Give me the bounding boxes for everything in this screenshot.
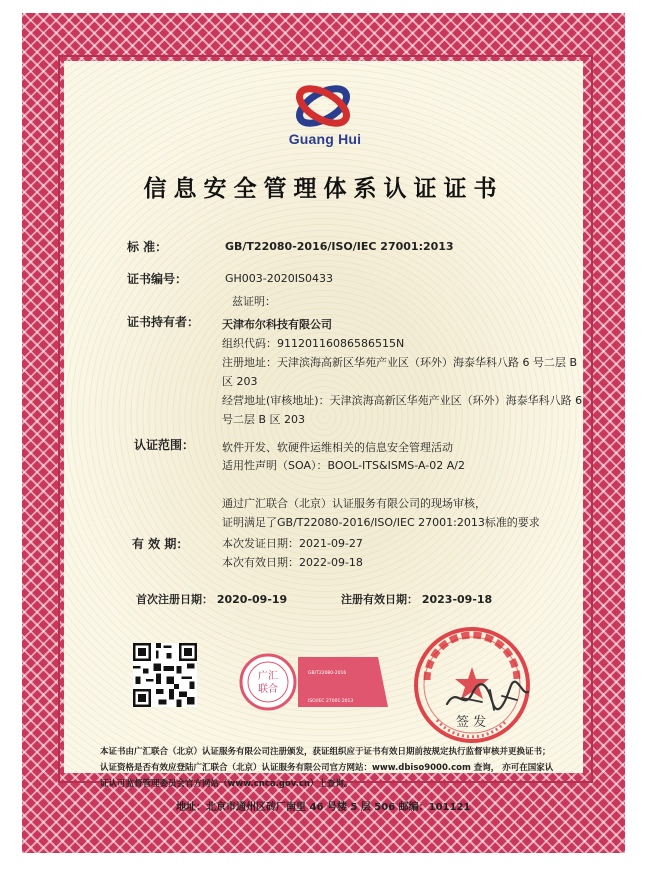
- certificate-notes: [100, 744, 560, 792]
- statement-line2: 证明满足了GB/T22080-2016/ISO/IEC 27001:2013标准的要求: [222, 516, 540, 529]
- holder-label: 证书持有者：: [127, 315, 200, 329]
- issue-date: 本次发证日期：2021-09-27: [222, 537, 363, 550]
- mark-text-top: 广汇: [258, 671, 278, 682]
- qr-code-icon: [133, 643, 197, 707]
- op-address-line1: 经营地址(审核地址)：天津滨海高新区华苑产业区（环外）海泰华科八路 6: [222, 394, 583, 407]
- note-line: 证认可监督管理委员会官方网站（www.cnca.gov.cn）上查询。: [100, 779, 353, 789]
- reg-address-line1: 注册地址：天津滨海高新区华苑产业区（环外）海泰华科八路 6 号二层 B: [222, 356, 578, 369]
- scope-line1: 软件开发、软硬件运维相关的信息安全管理活动: [222, 441, 453, 454]
- standard-label: 标 准：: [127, 240, 168, 254]
- signature-icon: [442, 676, 532, 716]
- mark-standard-1: GB/T22080-2016: [308, 671, 347, 676]
- cert-no-value: GH003-2020IS0433: [225, 272, 333, 285]
- org-code: 组织代码：91120116086586515N: [222, 337, 405, 350]
- certificate-title: 信息安全管理体系认证证书: [143, 176, 504, 202]
- note-line: 认证资格是否有效应登陆广汇联合（北京）认证服务有限公司官方网站：www.dbiso9000.com 查询， 亦可在国家认: [100, 763, 554, 773]
- mark-text-bottom: 联合: [258, 684, 278, 695]
- holder-name: 天津布尔科技有限公司: [222, 318, 332, 331]
- cert-no-label: 证书编号：: [127, 272, 188, 286]
- expire-date: 本次有效日期：2022-09-18: [222, 556, 363, 569]
- scope-line2: 适用性声明（SOA）：BOOL-ITS&ISMS-A-02 A/2: [222, 459, 465, 472]
- guang-hui-logo-icon: [292, 80, 354, 132]
- statement-line1: 通过广汇联合（北京）认证服务有限公司的现场审核，: [222, 497, 486, 510]
- sign-label: 签 发: [456, 715, 487, 730]
- op-address-line2: 号二层 B 区 203: [222, 413, 306, 426]
- standard-value: GB/T22080-2016/ISO/IEC 27001:2013: [225, 240, 454, 253]
- reg-address-line2: 区 203: [222, 375, 258, 388]
- validity-label: 有 效 期：: [132, 537, 189, 551]
- note-line: 本证书由广汇联合（北京）认证服务有限公司注册颁发，获证组织应于证书有效日期前按规定执行监督审核并更换证书；: [100, 747, 551, 757]
- issuer-address: 地址：北京市通州区砖厂南里 46 号楼 5 层 506 邮编：101121: [176, 802, 471, 813]
- accreditation-mark-icon: [238, 652, 388, 712]
- scope-label: 认证范围：: [134, 438, 195, 452]
- attach-label: 兹证明：: [232, 295, 276, 308]
- mark-standard-2: ISO/IEC 27001:2013: [308, 699, 354, 704]
- first-registration-date: 首次注册日期： 2020-09-19: [136, 593, 288, 606]
- registration-valid-date: 注册有效日期： 2023-09-18: [341, 593, 493, 606]
- brand-name: Guang Hui: [288, 131, 362, 147]
